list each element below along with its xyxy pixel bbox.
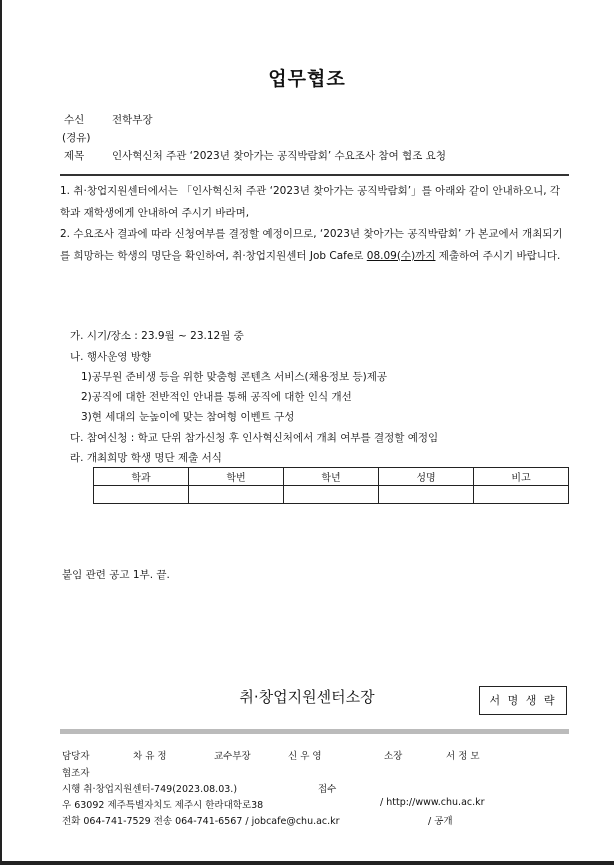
item-direction-2: 2)공직에 대한 전반적인 안내를 통해 공직에 대한 인식 개선 bbox=[81, 391, 352, 403]
item-direction: 나. 행사운영 방향 bbox=[70, 351, 152, 363]
table-header: 비고 bbox=[474, 468, 569, 486]
address: 우 63092 제주특별자치도 제주시 한라대학로38 bbox=[62, 800, 264, 811]
exec-number: 시행 취·창업지원센터-749(2023.08.03.) bbox=[62, 784, 238, 795]
staff-name: 차 유 정 bbox=[133, 751, 167, 762]
footer-rule bbox=[60, 729, 569, 734]
subject-label: 제목 bbox=[64, 150, 85, 162]
prof-name: 신 우 영 bbox=[288, 751, 322, 762]
item-schedule: 가. 시기/장소 : 23.9월 ~ 23.12월 중 bbox=[70, 330, 244, 342]
prof-label: 교수부장 bbox=[214, 751, 251, 762]
head-label: 소장 bbox=[384, 751, 403, 762]
website-link[interactable]: / http://www.chu.ac.kr bbox=[380, 797, 485, 808]
table-header: 학번 bbox=[189, 468, 284, 486]
staff-label: 담당자 bbox=[62, 751, 90, 762]
table-cell bbox=[474, 486, 569, 504]
table-cell bbox=[189, 486, 284, 504]
table-cell bbox=[284, 486, 379, 504]
table-header: 학과 bbox=[94, 468, 189, 486]
signature-stamp: 서 명 생 략 bbox=[479, 686, 567, 715]
paragraph-2-text: 2. 수요조사 결과에 따라 신청여부를 결정할 예정이므로, ‘2023년 찾아가는 공직박람회’ 가 본교에서 개최되기를 희망하는 학생의 명단을 확인하여, 취·창업지원센터 Job Cafe로 bbox=[60, 228, 563, 262]
page-frame-left bbox=[0, 0, 2, 865]
head-name: 서 정 모 bbox=[446, 751, 480, 762]
paragraph-1: 1. 취·창업지원센터에서는 「인사혁신처 주관 ‘2023년 찾아가는 공직박람회’」를 아래와 같이 안내하오니, 각 학과 재학생에게 안내하여 주시기 바라며, bbox=[60, 185, 561, 219]
document-title: 업무협조 bbox=[268, 68, 346, 90]
table-cell bbox=[379, 486, 474, 504]
subject: 인사혁신처 주관 ‘2023년 찾아가는 공직박람회’ 수요조사 참여 협조 요청 bbox=[112, 150, 446, 162]
signature-title: 취·창업지원센터소장 bbox=[239, 688, 375, 706]
header-rule bbox=[60, 174, 569, 176]
via-label: (경유) bbox=[62, 132, 91, 144]
public-status: / 공개 bbox=[428, 816, 453, 827]
attachment: 붙임 관련 공고 1부. 끝. bbox=[62, 569, 170, 581]
submission-form-table bbox=[93, 467, 569, 504]
table-header-row bbox=[94, 468, 569, 486]
table-header: 학년 bbox=[284, 468, 379, 486]
item-application: 다. 참여신청 : 학교 단위 참가신청 후 인사혁신처에서 개최 여부를 결정할 예정임 bbox=[70, 432, 439, 444]
table-cell bbox=[94, 486, 189, 504]
deadline-date: 08.09(수)까지 bbox=[366, 249, 436, 262]
paragraph-2-end: 제출하여 주시기 바랍니다. bbox=[435, 249, 561, 262]
table-header: 성명 bbox=[379, 468, 474, 486]
table-row bbox=[94, 486, 569, 504]
item-direction-3: 3)현 세대의 눈높이에 맞는 참여형 이벤트 구성 bbox=[81, 411, 295, 423]
receipt-label: 접수 bbox=[318, 784, 337, 795]
coop-label: 협조자 bbox=[62, 768, 90, 779]
paragraph-2 bbox=[60, 224, 572, 267]
item-direction-1: 1)공무원 준비생 등을 위한 맞춤형 콘텐츠 서비스(채용정보 등)제공 bbox=[81, 371, 388, 383]
page-frame-bottom bbox=[0, 861, 614, 865]
contact-info: 전화 064-741-7529 전송 064-741-6567 / jobcafe@chu.ac.kr bbox=[62, 816, 340, 827]
recipient-label: 수신 bbox=[64, 114, 85, 126]
recipient: 전학부장 bbox=[112, 114, 153, 126]
item-form-title: 라. 개최희망 학생 명단 제출 서식 bbox=[70, 452, 222, 464]
